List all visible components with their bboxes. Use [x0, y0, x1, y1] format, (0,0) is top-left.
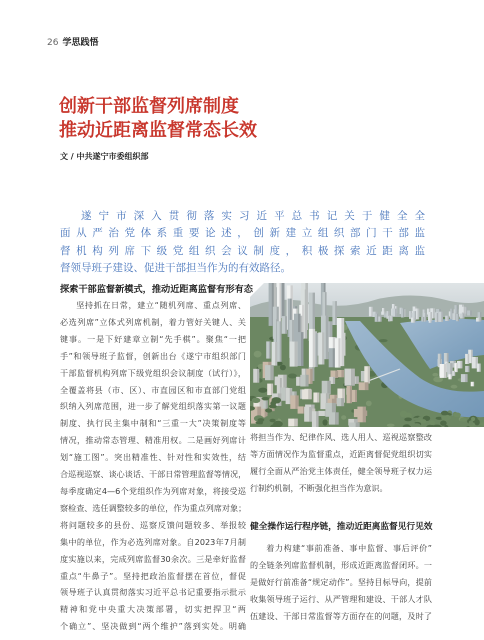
tree — [379, 339, 388, 342]
building — [332, 301, 337, 325]
body-line: 察检查、选任调整较多的单位，作为重点列席对象； — [60, 502, 247, 513]
building — [359, 382, 369, 390]
building — [290, 395, 298, 409]
building — [401, 308, 404, 317]
building — [457, 361, 462, 369]
building — [438, 312, 443, 322]
left-column-text — [60, 297, 246, 635]
tree — [258, 388, 267, 393]
body-line: 收集领导班子运行、从严管理和建设、干部人才队 — [250, 593, 432, 604]
building — [440, 364, 447, 378]
page-number: 26 — [47, 38, 59, 48]
author-line: 文 / 中共遂宁市委组织部 — [60, 152, 149, 161]
building — [309, 329, 315, 367]
right-column-text — [250, 429, 432, 497]
building — [297, 332, 304, 366]
building — [476, 318, 480, 322]
building — [345, 369, 356, 386]
body-line: 必选列席”立体式列席机制，着力管好关键人、关 — [60, 316, 246, 327]
building — [392, 309, 397, 317]
tree — [288, 374, 297, 379]
tree — [420, 419, 426, 423]
building — [312, 411, 319, 427]
body-line: 精神和党中央重大决策部署，切实把捍卫“两 — [60, 604, 246, 615]
body-line: 手”和领导班子监督，创新出台《遂宁市组织部门 — [60, 350, 246, 361]
body-line: 情况，推动常态管理、精准用权。二是画好列席计 — [60, 435, 246, 446]
building — [272, 342, 278, 366]
body-line: 个确立”、坚决做到“两个维护”落到实处。明确 — [60, 621, 246, 632]
body-line: 织纳入列席范围，进一步了解党组织落实第一议题 — [60, 401, 246, 412]
building — [357, 407, 366, 423]
body-line: 合巡视巡察、谈心谈话、干部日常管理监督等情况， — [60, 469, 247, 480]
body-line: 履行全面从严治党主体责任，健全领导班子权力运 — [250, 465, 432, 476]
tree — [404, 418, 412, 422]
building — [467, 311, 472, 316]
body-line: 制度、执行民主集中制和“三重一大”决策制度等 — [60, 418, 246, 429]
body-line: 是做好行前准备“规定动作”。坚持目标导向，提前 — [250, 576, 432, 587]
title-line-1: 创新干部监督列席制度 — [59, 96, 239, 117]
building — [411, 318, 415, 323]
tree — [412, 418, 420, 421]
building — [349, 423, 360, 428]
body-line: 行制约机制，不断强化担当作为意识。 — [250, 482, 388, 493]
building — [302, 389, 312, 399]
building — [477, 364, 481, 372]
tree — [323, 419, 328, 425]
body-line: 划“施工图”。突出精准性、针对性和实效性，结 — [60, 452, 246, 463]
building — [304, 407, 312, 422]
building — [429, 313, 432, 323]
tree — [253, 398, 259, 402]
body-line: 领导班子认真贯彻落实习近平总书记重要指示批示 — [60, 587, 246, 598]
body-line: 坚持抓在日常，建立“随机列席、重点列席、 — [76, 300, 246, 310]
building — [454, 363, 457, 372]
building — [435, 313, 438, 322]
building — [450, 309, 452, 320]
tree — [262, 397, 270, 400]
right-column-text-2 — [250, 540, 432, 625]
tree — [432, 373, 438, 377]
body-line: 键事。一是下好建章立制“先手棋”。聚焦“一把 — [60, 333, 246, 344]
building — [375, 314, 379, 322]
tree — [265, 408, 272, 412]
building — [364, 366, 370, 383]
building — [465, 354, 469, 364]
body-line: 的全链条列席监督机制，形成近距离监督闭环。一 — [250, 559, 432, 570]
tree — [280, 365, 286, 371]
tree — [441, 411, 449, 416]
building — [352, 390, 357, 402]
building — [369, 307, 373, 317]
building — [460, 314, 465, 319]
lead-line: 遂宁市深入贯彻落实习近平总书记关于健全全 — [81, 210, 425, 222]
tree — [409, 423, 416, 427]
building — [445, 316, 449, 321]
tree — [451, 385, 458, 389]
building — [322, 381, 331, 395]
lead-paragraph — [60, 208, 425, 277]
body-line: 着力构建“事前准备、事中监督、事后评价” — [266, 543, 432, 553]
tree — [341, 415, 346, 419]
lead-line: 面从严治党体系重要论述，创新建立组织部门干部监 — [60, 227, 425, 240]
building — [277, 321, 282, 362]
lead-line: 督领导班子建设、促进干部担当作为的有效路径。 — [60, 261, 291, 274]
building — [421, 317, 424, 322]
tree — [269, 404, 277, 408]
building — [313, 393, 319, 403]
building — [290, 342, 298, 367]
tree — [366, 401, 372, 407]
building — [266, 341, 270, 358]
building — [300, 375, 308, 387]
building — [337, 398, 345, 406]
building — [388, 316, 390, 321]
body-line: 将问题较多的县份、巡察反馈问题较多、举报较 — [60, 519, 246, 530]
building — [282, 316, 287, 334]
tree — [270, 419, 276, 422]
body-line: 将担当作为、纪律作风、选人用人、巡视巡察整改 — [250, 432, 432, 442]
building — [347, 386, 353, 403]
body-line: 干部监督机构列席下级党组织会议制度（试行）》， — [60, 367, 246, 378]
building — [253, 369, 259, 383]
lead-line: 督机构列席下级党组织会议制度，积极探索近距离监 — [60, 244, 425, 257]
tree — [254, 351, 262, 358]
body-line: 集中的单位，作为必选列席对象。自2023年7月制 — [60, 536, 246, 547]
section-heading-2: 健全操作运行程序链，推动近距离监督见行见效 — [250, 522, 433, 532]
tree — [453, 413, 461, 418]
section-name: 学思践悟 — [62, 38, 99, 48]
building — [288, 419, 298, 427]
building — [267, 384, 273, 396]
tree — [455, 421, 465, 425]
body-line: 等方面情况作为监督重点，近距离督促党组织切实 — [250, 448, 432, 459]
body-line: 度实施以来，完成列席监督30余次。三是牵好监督 — [60, 553, 246, 564]
building — [335, 338, 341, 367]
building — [329, 412, 339, 424]
city-photo — [250, 283, 484, 427]
building — [329, 348, 336, 367]
title-line-2: 推动近距离监督常态长效 — [59, 120, 257, 141]
section-heading-1: 探索干部监督新模式，推动近距离监督有形有态 — [60, 284, 253, 295]
tree — [441, 415, 451, 421]
body-line: 伍建设、干部日常监督等方面存在的问题，及时了 — [250, 610, 432, 621]
building — [471, 382, 474, 387]
tree — [429, 420, 435, 425]
body-line: 全覆盖将县（市、区）、市直园区和市直部门党组 — [60, 384, 246, 395]
article-title — [59, 95, 257, 143]
tree — [387, 424, 395, 427]
tree — [469, 420, 474, 425]
building — [456, 314, 459, 321]
building — [318, 332, 324, 364]
building — [461, 374, 468, 382]
body-line: 重点“牛鼻子”。坚持把政治监督摆在首位，督促 — [60, 570, 246, 581]
tree — [440, 421, 447, 426]
building — [265, 365, 274, 380]
tree — [263, 421, 269, 427]
body-line: 每季度确定4—6个党组织作为列席对象，将接受巡 — [60, 485, 246, 496]
page-header — [47, 37, 98, 49]
building — [465, 366, 469, 372]
building — [448, 374, 451, 379]
